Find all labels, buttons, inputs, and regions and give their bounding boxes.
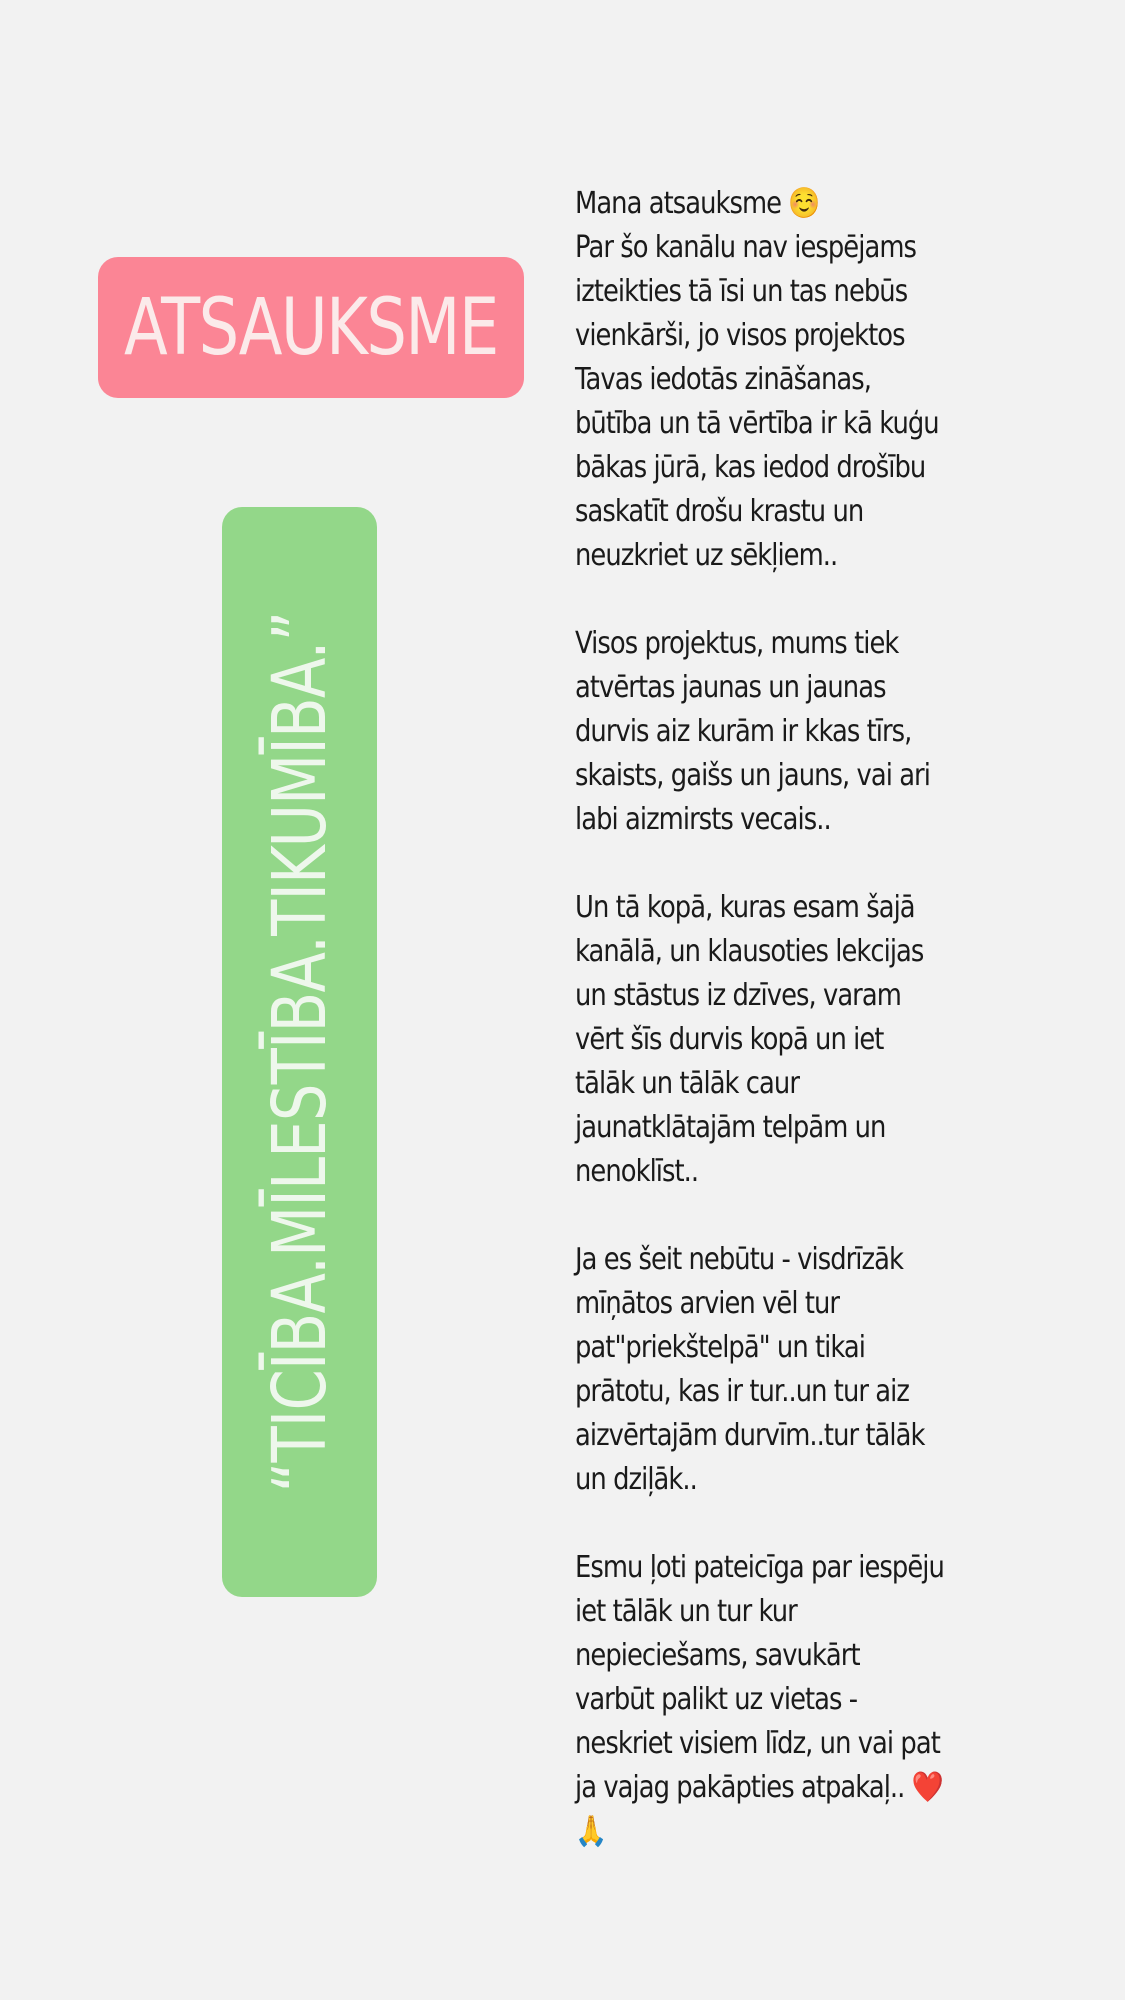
badge-label: ATSAUKSME	[124, 282, 498, 373]
review-paragraph: Ja es šeit nebūtu - visdrīzāk mīņātos arvien vēl tur pat"priekštelpā" un tikai prātotu, kas ir tur..un tur aiz aizvērtajām durvīm..tur tālāk un dziļāk..	[575, 1242, 925, 1497]
review-paragraph: Visos projektus, mums tiek atvērtas jaunas un jaunas durvis aiz kurām ir kkas tīrs, skaists, gaišs un jauns, vai ari labi aizmirsts vecais..	[575, 626, 930, 837]
quote-banner	[222, 507, 377, 1597]
review-paragraph: Mana atsauksme ☺️ Par šo kanālu nav iespējams izteikties tā īsi un tas nebūs vienkārši, jo visos projektos Tavas iedotās zināšanas, būtība un tā vērtība ir kā kuģu bākas jūrā, kas iedod drošību saskatīt drošu krastu un neuzkriet uz sēkļiem..	[575, 186, 939, 573]
atsauksme-badge	[98, 257, 524, 398]
review-text	[575, 182, 945, 1854]
review-paragraph: Esmu ļoti pateicīga par iespēju iet tālāk un tur kur nepieciešams, savukārt varbūt palikt uz vietas - neskriet visiem līdz, un vai pat ja vajag pakāpties atpakaļ.. ❤️🙏	[575, 1550, 944, 1849]
review-paragraph: Un tā kopā, kuras esam šajā kanālā, un klausoties lekcijas un stāstus iz dzīves, varam vērt šīs durvis kopā un iet tālāk un tālāk caur jaunatklātajām telpām un nenoklīst..	[575, 890, 924, 1189]
quote-text: “TICĪBA.MĪLESTĪBA.TIKUMĪBA.”	[256, 611, 343, 1493]
